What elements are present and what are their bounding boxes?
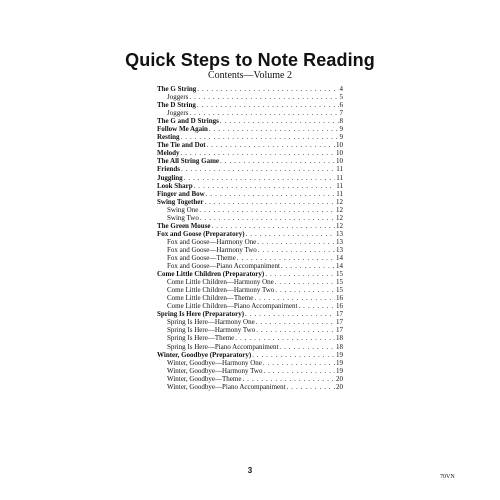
toc-entry-title: Winter, Goodbye—Theme bbox=[167, 374, 242, 383]
toc-entry-title: Melody bbox=[157, 149, 180, 158]
toc-entry bbox=[157, 133, 343, 141]
toc-entry bbox=[157, 246, 343, 254]
toc-entry bbox=[157, 254, 343, 262]
toc-entry-page: 13 bbox=[336, 237, 343, 246]
toc-entry-title: Juggling bbox=[157, 173, 183, 182]
toc-entry-page: 16 bbox=[336, 302, 343, 311]
toc-entry-title: Winter, Goodbye—Harmony Two bbox=[167, 366, 263, 375]
toc-entry bbox=[157, 101, 343, 109]
toc-entry bbox=[157, 286, 343, 294]
toc-entry-page: 7 bbox=[339, 109, 343, 118]
toc-entry-page: 17 bbox=[336, 310, 343, 319]
toc-entry bbox=[157, 214, 343, 222]
toc-entry-title: Fox and Goose—Harmony Two bbox=[167, 245, 257, 254]
toc-entry bbox=[157, 310, 343, 318]
toc-entry-page: 6 bbox=[339, 101, 343, 110]
toc-entry-title: Winter, Goodbye (Preparatory) bbox=[157, 350, 252, 359]
toc-entry-title: The G String bbox=[157, 85, 197, 93]
dot-leader bbox=[181, 133, 339, 141]
dot-leader bbox=[206, 190, 336, 198]
dot-leader bbox=[287, 383, 335, 391]
toc-entry-title: Fox and Goose—Harmony One bbox=[167, 237, 257, 246]
toc-entry-title: The All String Game bbox=[157, 157, 220, 166]
dot-leader bbox=[212, 222, 335, 230]
dot-leader bbox=[257, 238, 335, 246]
toc-entry bbox=[157, 141, 343, 149]
toc-entry-title: Fox and Goose—Theme bbox=[167, 253, 236, 262]
toc-entry-page: 4 bbox=[339, 85, 343, 93]
toc-entry-title: Come Little Children—Theme bbox=[167, 294, 254, 303]
dot-leader bbox=[199, 206, 335, 214]
dot-leader bbox=[281, 262, 335, 270]
toc-entry-title: Friends bbox=[157, 165, 180, 174]
toc-entry-title: Finger and Bow bbox=[157, 189, 205, 198]
toc-entry bbox=[157, 230, 343, 238]
toc-entry bbox=[157, 294, 343, 302]
dot-leader bbox=[252, 351, 335, 359]
toc-entry-title: The D String bbox=[157, 101, 196, 110]
toc-entry-page: 10 bbox=[336, 149, 343, 158]
toc-entry-title: Fox and Goose (Preparatory) bbox=[157, 229, 245, 238]
toc-entry-title: Swing One bbox=[167, 205, 199, 214]
toc-entry-title: Spring Is Here—Harmony One bbox=[167, 318, 255, 327]
toc-entry bbox=[157, 238, 343, 246]
toc-entry-title: Swing Two bbox=[167, 213, 199, 222]
toc-entry bbox=[157, 85, 343, 93]
toc-entry-page: 11 bbox=[336, 181, 343, 190]
dot-leader bbox=[256, 318, 335, 326]
toc-entry-page: 9 bbox=[339, 133, 343, 142]
toc-entry bbox=[157, 206, 343, 214]
toc-entry-title: Come Little Children (Preparatory) bbox=[157, 270, 265, 279]
toc-entry-title: Come Little Children—Harmony Two bbox=[167, 286, 275, 295]
dot-leader bbox=[189, 93, 338, 101]
toc-entry bbox=[157, 334, 343, 342]
toc-entry-title: Winter, Goodbye—Harmony One bbox=[167, 358, 262, 367]
toc-entry-page: 20 bbox=[336, 374, 343, 383]
toc-entry bbox=[157, 343, 343, 351]
toc-entry bbox=[157, 351, 343, 359]
toc-entry-title: Fox and Goose—Piano Accompaniment bbox=[167, 262, 280, 271]
dot-leader bbox=[298, 302, 335, 310]
table-of-contents bbox=[157, 85, 343, 391]
toc-entry-page: 15 bbox=[336, 286, 343, 295]
dot-leader bbox=[200, 214, 335, 222]
dot-leader bbox=[197, 101, 339, 109]
toc-entry bbox=[157, 117, 343, 125]
toc-entry bbox=[157, 383, 343, 391]
toc-entry-title: Winter, Goodbye—Piano Accompaniment bbox=[167, 382, 286, 391]
dot-leader bbox=[275, 278, 335, 286]
toc-entry-page: 12 bbox=[336, 213, 343, 222]
toc-entry-page: 12 bbox=[336, 197, 343, 206]
toc-entry-title: Spring Is Here—Piano Accompaniment bbox=[167, 342, 279, 351]
toc-entry-title: Look Sharp bbox=[157, 181, 193, 190]
toc-entry-title: Follow Me Again bbox=[157, 125, 208, 134]
toc-entry-page: 11 bbox=[336, 173, 343, 182]
toc-entry-page: 5 bbox=[339, 93, 343, 102]
toc-entry bbox=[157, 326, 343, 334]
dot-leader bbox=[237, 254, 335, 262]
dot-leader bbox=[181, 149, 335, 157]
page-title: Quick Steps to Note Reading bbox=[125, 50, 375, 71]
toc-entry bbox=[157, 262, 343, 270]
toc-entry-page: 15 bbox=[336, 278, 343, 287]
dot-leader bbox=[220, 117, 339, 125]
toc-entry bbox=[157, 174, 343, 182]
dot-leader bbox=[207, 141, 335, 149]
dot-leader bbox=[184, 174, 336, 182]
toc-entry bbox=[157, 125, 343, 133]
toc-entry bbox=[157, 278, 343, 286]
toc-entry bbox=[157, 182, 343, 190]
dot-leader bbox=[246, 230, 335, 238]
toc-entry bbox=[157, 93, 343, 101]
toc-entry-title: Swing Together bbox=[157, 197, 204, 206]
catalog-code: 70VN bbox=[440, 474, 455, 480]
toc-entry-title: Joggers bbox=[167, 109, 189, 118]
toc-entry bbox=[157, 165, 343, 173]
dot-leader bbox=[263, 367, 335, 375]
page-number: 3 bbox=[247, 466, 253, 475]
dot-leader bbox=[235, 334, 335, 342]
dot-leader bbox=[209, 125, 339, 133]
dot-leader bbox=[254, 294, 335, 302]
dot-leader bbox=[197, 85, 338, 93]
toc-entry-page: 10 bbox=[336, 141, 343, 150]
toc-entry-page: 14 bbox=[336, 262, 343, 271]
toc-entry-page: 9 bbox=[339, 125, 343, 134]
toc-entry-page: 17 bbox=[336, 318, 343, 327]
toc-entry-page: 13 bbox=[336, 245, 343, 254]
toc-entry bbox=[157, 157, 343, 165]
toc-entry-page: 11 bbox=[336, 189, 343, 198]
toc-entry-page: 19 bbox=[336, 350, 343, 359]
toc-entry-page: 20 bbox=[336, 382, 343, 391]
dot-leader bbox=[194, 182, 336, 190]
dot-leader bbox=[263, 359, 335, 367]
toc-entry-page: 12 bbox=[336, 205, 343, 214]
dot-leader bbox=[258, 246, 335, 254]
toc-entry bbox=[157, 109, 343, 117]
toc-entry bbox=[157, 198, 343, 206]
dot-leader bbox=[204, 198, 335, 206]
dot-leader bbox=[256, 326, 335, 334]
toc-entry-title: Spring Is Here—Theme bbox=[167, 334, 235, 343]
toc-entry-page: 13 bbox=[336, 229, 343, 238]
dot-leader bbox=[265, 270, 335, 278]
toc-entry-title: Come Little Children—Harmony One bbox=[167, 278, 274, 287]
toc-entry bbox=[157, 149, 343, 157]
toc-entry-title: Spring Is Here—Harmony Two bbox=[167, 326, 256, 335]
toc-entry-page: 18 bbox=[336, 342, 343, 351]
contents-heading: Contents—Volume 2 bbox=[208, 70, 292, 81]
toc-entry-page: 18 bbox=[336, 334, 343, 343]
toc-entry bbox=[157, 302, 343, 310]
toc-entry bbox=[157, 367, 343, 375]
toc-entry-page: 12 bbox=[336, 221, 343, 230]
dot-leader bbox=[242, 375, 335, 383]
toc-entry-page: 17 bbox=[336, 326, 343, 335]
toc-entry-title: Spring Is Here (Preparatory) bbox=[157, 310, 245, 319]
toc-entry-title: Resting bbox=[157, 133, 180, 142]
toc-entry-page: 11 bbox=[336, 165, 343, 174]
dot-leader bbox=[275, 286, 335, 294]
toc-entry bbox=[157, 318, 343, 326]
toc-entry-page: 19 bbox=[336, 366, 343, 375]
toc-entry bbox=[157, 190, 343, 198]
toc-entry-page: 10 bbox=[336, 157, 343, 166]
dot-leader bbox=[245, 310, 335, 318]
dot-leader bbox=[189, 109, 338, 117]
toc-entry bbox=[157, 270, 343, 278]
toc-entry-page: 19 bbox=[336, 358, 343, 367]
toc-entry bbox=[157, 375, 343, 383]
toc-entry-page: 8 bbox=[339, 117, 343, 126]
dot-leader bbox=[279, 343, 335, 351]
toc-entry-title: Joggers bbox=[167, 93, 189, 102]
toc-entry-title: The Tie and Dot bbox=[157, 141, 206, 150]
dot-leader bbox=[220, 157, 335, 165]
toc-entry-title: The G and D Strings bbox=[157, 117, 219, 126]
dot-leader bbox=[181, 165, 335, 173]
toc-entry-page: 15 bbox=[336, 270, 343, 279]
toc-entry bbox=[157, 359, 343, 367]
toc-entry-page: 14 bbox=[336, 253, 343, 262]
toc-entry-title: The Green Mouse bbox=[157, 221, 211, 230]
toc-entry-title: Come Little Children—Piano Accompaniment bbox=[167, 302, 298, 311]
toc-entry-page: 16 bbox=[336, 294, 343, 303]
toc-entry bbox=[157, 222, 343, 230]
